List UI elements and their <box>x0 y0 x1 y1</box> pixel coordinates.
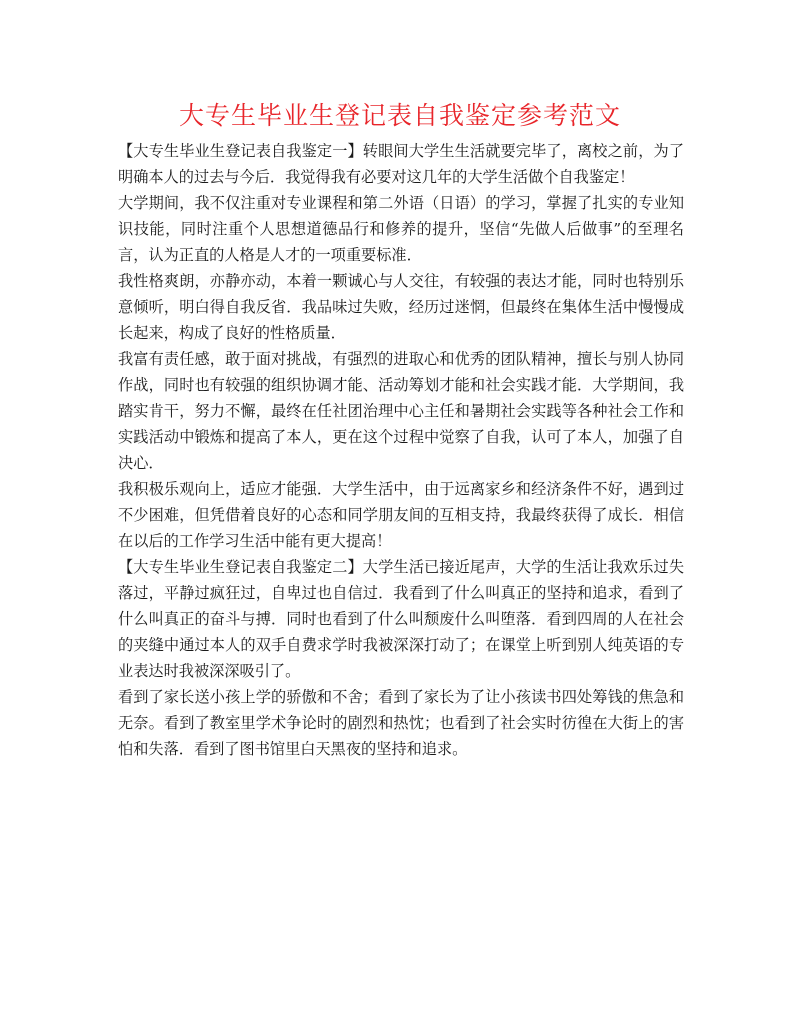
document-title: 大专生毕业生登记表自我鉴定参考范文 <box>178 101 621 130</box>
paragraph-3: 我性格爽朗，亦静亦动，本着一颗诚心与人交往，有较强的表达才能，同时也特别乐意倾听，明白得自我反省．我品味过失败，经历过迷惘，但最终在集体生活中慢慢成长起来，构成了良好的性格质量． <box>118 272 684 342</box>
paragraph-6: 【大专生毕业生登记表自我鉴定二】大学生活已接近尾声，大学的生活让我欢乐过失落过，平静过疯狂过，自卑过也自信过．我看到了什么叫真正的坚持和追求，看到了什么叫真正的奋斗与搏．同时也看到了什么叫颓废什么叫堕落．看到四周的人在社会的夹缝中通过本人的双手自费求学时我被深深打动了；在课堂上听到别人纯英语的专业表达时我被深深吸引了。 <box>118 558 684 680</box>
document-body <box>118 138 684 762</box>
paragraph-7: 看到了家长送小孩上学的骄傲和不舍；看到了家长为了让小孩读书四处筹钱的焦急和无奈。看到了教室里学术争论时的剧烈和热忱；也看到了社会实时彷徨在大街上的害怕和失落．看到了图书馆里白天黑夜的坚持和追求。 <box>118 688 684 758</box>
paragraph-2: 大学期间，我不仅注重对专业课程和第二外语（日语）的学习，掌握了扎实的专业知识技能，同时注重个人思想道德品行和修养的提升，坚信“先做人后做事”的至理名言，认为正直的人格是人才的一项重要标准． <box>118 194 684 264</box>
paragraph-1: 【大专生毕业生登记表自我鉴定一】转眼间大学生生活就要完毕了，离校之前，为了明确本人的过去与今后．我觉得我有必要对这几年的大学生活做个自我鉴定！ <box>118 142 684 186</box>
paragraph-4: 我富有责任感，敢于面对挑战，有强烈的进取心和优秀的团队精神，擅长与别人协同作战，同时也有较强的组织协调才能、活动筹划才能和社会实践才能．大学期间，我踏实肯干，努力不懈，最终在任社团治理中心主任和暑期社会实践等各种社会工作和实践活动中锻炼和提高了本人，更在这个过程中觉察了自我，认可了本人，加强了自决心． <box>118 350 684 472</box>
paragraph-5: 我积极乐观向上，适应才能强．大学生活中，由于远离家乡和经济条件不好，遇到过不少困难，但凭借着良好的心态和同学朋友间的互相支持，我最终获得了成长．相信在以后的工作学习生活中能有更大提高！ <box>118 480 684 550</box>
